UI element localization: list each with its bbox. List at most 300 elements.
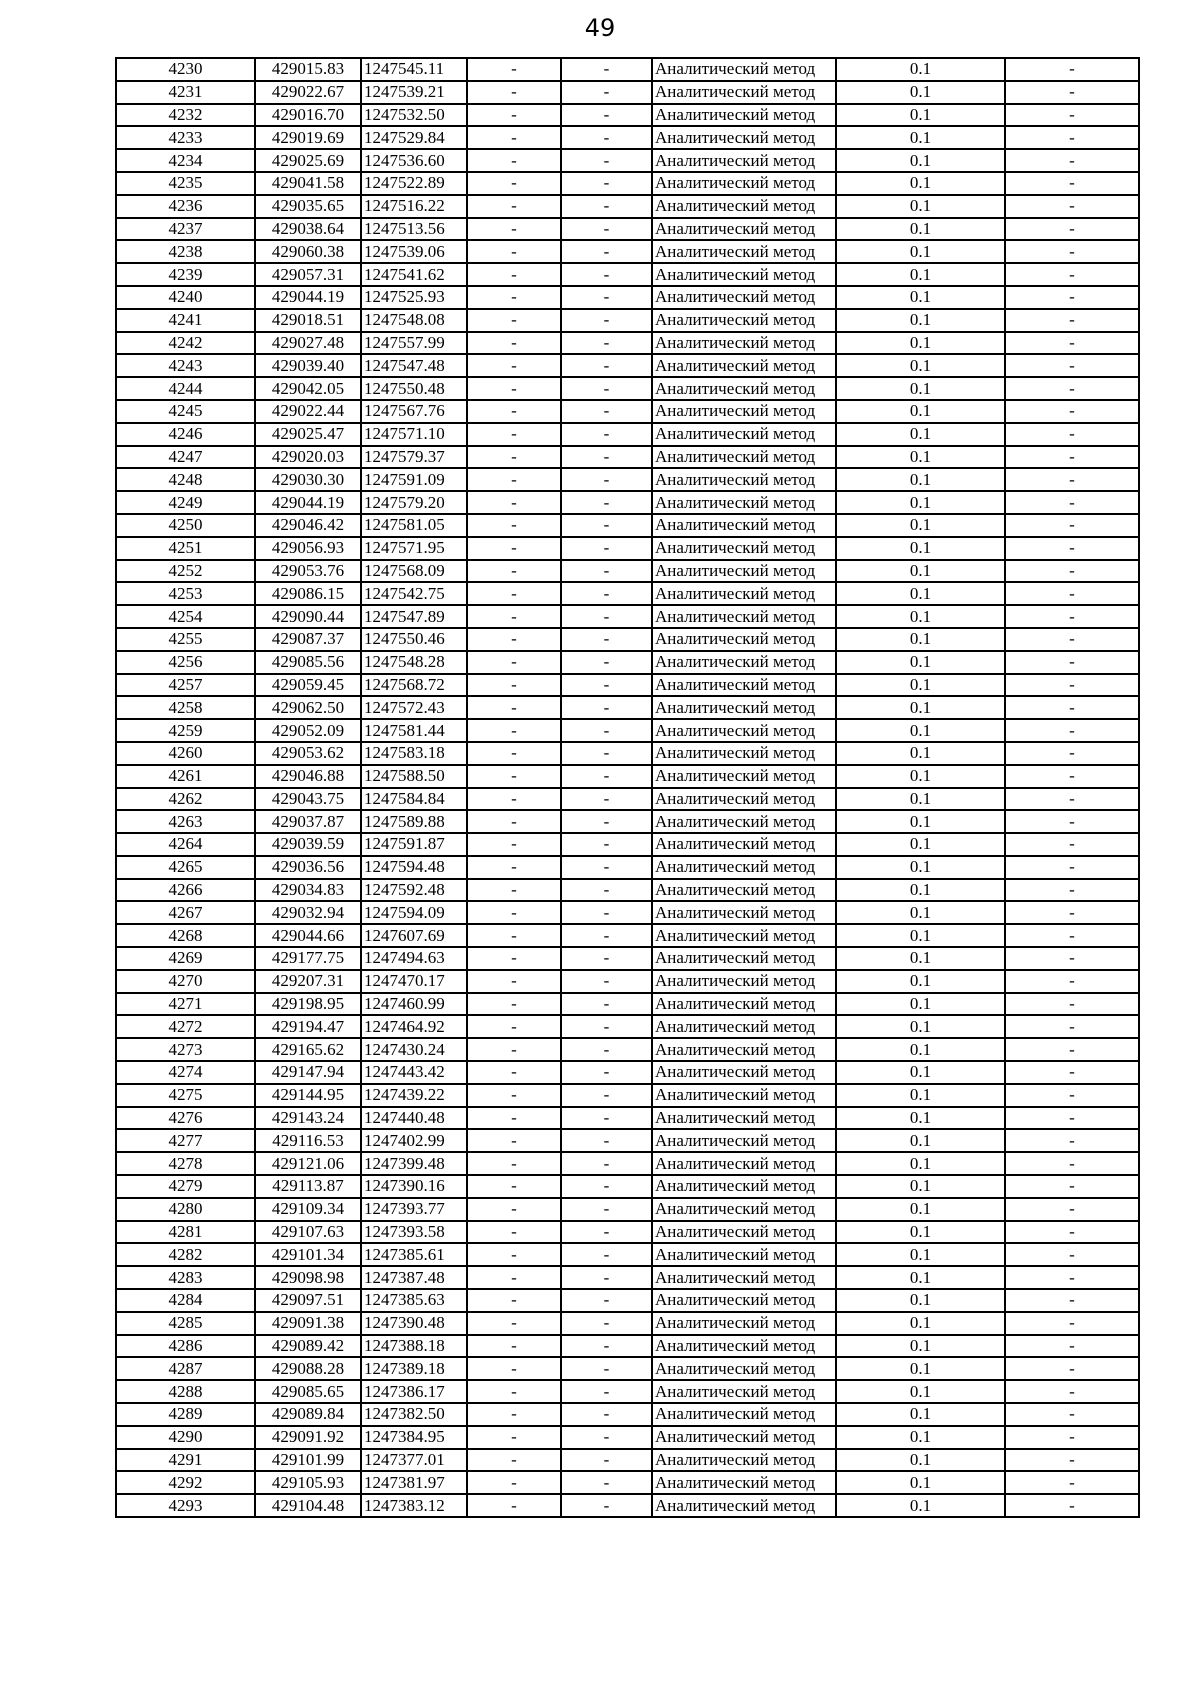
table-row: [116, 286, 1139, 309]
empty-dash-cell: -: [561, 1061, 652, 1084]
empty-dash-cell: -: [467, 354, 561, 377]
point-number-cell: 4249: [116, 491, 255, 514]
table-row: [116, 993, 1139, 1016]
y-coordinate-cell: 1247402.99: [361, 1129, 467, 1152]
method-cell: Аналитический метод: [652, 400, 836, 423]
y-coordinate-cell: 1247383.12: [361, 1494, 467, 1517]
empty-dash-cell: -: [561, 286, 652, 309]
table-row: [116, 1084, 1139, 1107]
x-coordinate-cell: 429097.51: [255, 1289, 361, 1312]
point-number-cell: 4233: [116, 126, 255, 149]
empty-dash-cell: -: [1005, 1243, 1139, 1266]
y-coordinate-cell: 1247547.89: [361, 605, 467, 628]
x-coordinate-cell: 429030.30: [255, 468, 361, 491]
precision-cell: 0.1: [836, 605, 1005, 628]
empty-dash-cell: -: [561, 901, 652, 924]
empty-dash-cell: -: [1005, 195, 1139, 218]
empty-dash-cell: -: [561, 377, 652, 400]
point-number-cell: 4279: [116, 1175, 255, 1198]
x-coordinate-cell: 429113.87: [255, 1175, 361, 1198]
empty-dash-cell: -: [561, 149, 652, 172]
empty-dash-cell: -: [1005, 172, 1139, 195]
empty-dash-cell: -: [1005, 1107, 1139, 1130]
y-coordinate-cell: 1247607.69: [361, 924, 467, 947]
empty-dash-cell: -: [561, 332, 652, 355]
point-number-cell: 4270: [116, 970, 255, 993]
y-coordinate-cell: 1247579.37: [361, 446, 467, 469]
empty-dash-cell: -: [561, 810, 652, 833]
empty-dash-cell: -: [1005, 560, 1139, 583]
method-cell: Аналитический метод: [652, 605, 836, 628]
precision-cell: 0.1: [836, 582, 1005, 605]
table-row: [116, 377, 1139, 400]
y-coordinate-cell: 1247382.50: [361, 1403, 467, 1426]
point-number-cell: 4235: [116, 172, 255, 195]
precision-cell: 0.1: [836, 856, 1005, 879]
precision-cell: 0.1: [836, 1471, 1005, 1494]
empty-dash-cell: -: [467, 1357, 561, 1380]
point-number-cell: 4253: [116, 582, 255, 605]
precision-cell: 0.1: [836, 993, 1005, 1016]
empty-dash-cell: -: [1005, 1403, 1139, 1426]
table-row: [116, 1015, 1139, 1038]
point-number-cell: 4245: [116, 400, 255, 423]
point-number-cell: 4265: [116, 856, 255, 879]
method-cell: Аналитический метод: [652, 947, 836, 970]
x-coordinate-cell: 429052.09: [255, 719, 361, 742]
empty-dash-cell: -: [1005, 1449, 1139, 1472]
table-row: [116, 1266, 1139, 1289]
method-cell: Аналитический метод: [652, 1152, 836, 1175]
empty-dash-cell: -: [467, 605, 561, 628]
empty-dash-cell: -: [561, 1243, 652, 1266]
x-coordinate-cell: 429091.92: [255, 1426, 361, 1449]
y-coordinate-cell: 1247545.11: [361, 58, 467, 81]
precision-cell: 0.1: [836, 1061, 1005, 1084]
precision-cell: 0.1: [836, 354, 1005, 377]
empty-dash-cell: -: [467, 1266, 561, 1289]
x-coordinate-cell: 429144.95: [255, 1084, 361, 1107]
precision-cell: 0.1: [836, 1198, 1005, 1221]
point-number-cell: 4282: [116, 1243, 255, 1266]
table-row: [116, 332, 1139, 355]
x-coordinate-cell: 429022.67: [255, 81, 361, 104]
empty-dash-cell: -: [467, 1243, 561, 1266]
x-coordinate-cell: 429053.76: [255, 560, 361, 583]
empty-dash-cell: -: [561, 354, 652, 377]
empty-dash-cell: -: [561, 833, 652, 856]
empty-dash-cell: -: [561, 58, 652, 81]
empty-dash-cell: -: [561, 742, 652, 765]
y-coordinate-cell: 1247388.18: [361, 1335, 467, 1358]
y-coordinate-cell: 1247389.18: [361, 1357, 467, 1380]
point-number-cell: 4258: [116, 696, 255, 719]
empty-dash-cell: -: [1005, 947, 1139, 970]
precision-cell: 0.1: [836, 1403, 1005, 1426]
empty-dash-cell: -: [561, 195, 652, 218]
table-row: [116, 651, 1139, 674]
precision-cell: 0.1: [836, 651, 1005, 674]
precision-cell: 0.1: [836, 263, 1005, 286]
x-coordinate-cell: 429085.56: [255, 651, 361, 674]
precision-cell: 0.1: [836, 674, 1005, 697]
empty-dash-cell: -: [1005, 901, 1139, 924]
method-cell: Аналитический метод: [652, 765, 836, 788]
precision-cell: 0.1: [836, 309, 1005, 332]
method-cell: Аналитический метод: [652, 332, 836, 355]
method-cell: Аналитический метод: [652, 833, 836, 856]
empty-dash-cell: -: [561, 1335, 652, 1358]
y-coordinate-cell: 1247381.97: [361, 1471, 467, 1494]
precision-cell: 0.1: [836, 104, 1005, 127]
method-cell: Аналитический метод: [652, 126, 836, 149]
empty-dash-cell: -: [561, 1357, 652, 1380]
point-number-cell: 4257: [116, 674, 255, 697]
x-coordinate-cell: 429062.50: [255, 696, 361, 719]
empty-dash-cell: -: [1005, 491, 1139, 514]
empty-dash-cell: -: [561, 788, 652, 811]
empty-dash-cell: -: [467, 1380, 561, 1403]
point-number-cell: 4256: [116, 651, 255, 674]
empty-dash-cell: -: [561, 1152, 652, 1175]
table-row: [116, 719, 1139, 742]
precision-cell: 0.1: [836, 491, 1005, 514]
precision-cell: 0.1: [836, 1357, 1005, 1380]
method-cell: Аналитический метод: [652, 1221, 836, 1244]
point-number-cell: 4267: [116, 901, 255, 924]
empty-dash-cell: -: [1005, 696, 1139, 719]
method-cell: Аналитический метод: [652, 1289, 836, 1312]
empty-dash-cell: -: [1005, 1015, 1139, 1038]
point-number-cell: 4240: [116, 286, 255, 309]
empty-dash-cell: -: [561, 856, 652, 879]
x-coordinate-cell: 429057.31: [255, 263, 361, 286]
precision-cell: 0.1: [836, 696, 1005, 719]
x-coordinate-cell: 429044.19: [255, 491, 361, 514]
empty-dash-cell: -: [467, 1084, 561, 1107]
empty-dash-cell: -: [1005, 1152, 1139, 1175]
empty-dash-cell: -: [1005, 58, 1139, 81]
empty-dash-cell: -: [467, 1198, 561, 1221]
empty-dash-cell: -: [467, 674, 561, 697]
method-cell: Аналитический метод: [652, 696, 836, 719]
method-cell: Аналитический метод: [652, 582, 836, 605]
empty-dash-cell: -: [1005, 104, 1139, 127]
table-row: [116, 1152, 1139, 1175]
x-coordinate-cell: 429041.58: [255, 172, 361, 195]
precision-cell: 0.1: [836, 765, 1005, 788]
x-coordinate-cell: 429091.38: [255, 1312, 361, 1335]
y-coordinate-cell: 1247464.92: [361, 1015, 467, 1038]
precision-cell: 0.1: [836, 377, 1005, 400]
point-number-cell: 4236: [116, 195, 255, 218]
precision-cell: 0.1: [836, 286, 1005, 309]
method-cell: Аналитический метод: [652, 674, 836, 697]
table-row: [116, 218, 1139, 241]
empty-dash-cell: -: [467, 628, 561, 651]
method-cell: Аналитический метод: [652, 993, 836, 1016]
empty-dash-cell: -: [467, 810, 561, 833]
empty-dash-cell: -: [1005, 1380, 1139, 1403]
table-row: [116, 924, 1139, 947]
empty-dash-cell: -: [1005, 1061, 1139, 1084]
y-coordinate-cell: 1247583.18: [361, 742, 467, 765]
empty-dash-cell: -: [1005, 1198, 1139, 1221]
method-cell: Аналитический метод: [652, 1494, 836, 1517]
y-coordinate-cell: 1247542.75: [361, 582, 467, 605]
method-cell: Аналитический метод: [652, 1380, 836, 1403]
point-number-cell: 4254: [116, 605, 255, 628]
precision-cell: 0.1: [836, 970, 1005, 993]
empty-dash-cell: -: [1005, 970, 1139, 993]
table-row: [116, 104, 1139, 127]
method-cell: Аналитический метод: [652, 218, 836, 241]
method-cell: Аналитический метод: [652, 1015, 836, 1038]
method-cell: Аналитический метод: [652, 491, 836, 514]
method-cell: Аналитический метод: [652, 514, 836, 537]
y-coordinate-cell: 1247513.56: [361, 218, 467, 241]
empty-dash-cell: -: [561, 1403, 652, 1426]
empty-dash-cell: -: [1005, 765, 1139, 788]
empty-dash-cell: -: [467, 582, 561, 605]
empty-dash-cell: -: [467, 514, 561, 537]
x-coordinate-cell: 429116.53: [255, 1129, 361, 1152]
table-row: [116, 696, 1139, 719]
precision-cell: 0.1: [836, 1266, 1005, 1289]
table-row: [116, 1357, 1139, 1380]
precision-cell: 0.1: [836, 400, 1005, 423]
table-row: [116, 263, 1139, 286]
method-cell: Аналитический метод: [652, 1107, 836, 1130]
point-number-cell: 4280: [116, 1198, 255, 1221]
y-coordinate-cell: 1247568.72: [361, 674, 467, 697]
y-coordinate-cell: 1247384.95: [361, 1426, 467, 1449]
empty-dash-cell: -: [1005, 1038, 1139, 1061]
method-cell: Аналитический метод: [652, 1403, 836, 1426]
y-coordinate-cell: 1247592.48: [361, 879, 467, 902]
table-row: [116, 1198, 1139, 1221]
empty-dash-cell: -: [467, 423, 561, 446]
empty-dash-cell: -: [467, 947, 561, 970]
empty-dash-cell: -: [467, 1449, 561, 1472]
x-coordinate-cell: 429090.44: [255, 605, 361, 628]
x-coordinate-cell: 429089.84: [255, 1403, 361, 1426]
method-cell: Аналитический метод: [652, 879, 836, 902]
empty-dash-cell: -: [467, 263, 561, 286]
table-row: [116, 172, 1139, 195]
x-coordinate-cell: 429019.69: [255, 126, 361, 149]
y-coordinate-cell: 1247439.22: [361, 1084, 467, 1107]
point-number-cell: 4287: [116, 1357, 255, 1380]
empty-dash-cell: -: [561, 309, 652, 332]
coordinates-table: [115, 57, 1140, 1518]
precision-cell: 0.1: [836, 423, 1005, 446]
empty-dash-cell: -: [561, 993, 652, 1016]
empty-dash-cell: -: [1005, 651, 1139, 674]
point-number-cell: 4251: [116, 537, 255, 560]
empty-dash-cell: -: [1005, 1289, 1139, 1312]
y-coordinate-cell: 1247591.87: [361, 833, 467, 856]
empty-dash-cell: -: [467, 1289, 561, 1312]
x-coordinate-cell: 429044.66: [255, 924, 361, 947]
point-number-cell: 4242: [116, 332, 255, 355]
precision-cell: 0.1: [836, 240, 1005, 263]
y-coordinate-cell: 1247443.42: [361, 1061, 467, 1084]
table-row: [116, 1175, 1139, 1198]
empty-dash-cell: -: [1005, 332, 1139, 355]
point-number-cell: 4268: [116, 924, 255, 947]
y-coordinate-cell: 1247470.17: [361, 970, 467, 993]
y-coordinate-cell: 1247591.09: [361, 468, 467, 491]
table-row: [116, 1494, 1139, 1517]
method-cell: Аналитический метод: [652, 354, 836, 377]
method-cell: Аналитический метод: [652, 195, 836, 218]
empty-dash-cell: -: [561, 765, 652, 788]
method-cell: Аналитический метод: [652, 286, 836, 309]
table-row: [116, 856, 1139, 879]
empty-dash-cell: -: [1005, 1357, 1139, 1380]
method-cell: Аналитический метод: [652, 1198, 836, 1221]
x-coordinate-cell: 429060.38: [255, 240, 361, 263]
x-coordinate-cell: 429046.88: [255, 765, 361, 788]
empty-dash-cell: -: [1005, 468, 1139, 491]
empty-dash-cell: -: [467, 1061, 561, 1084]
point-number-cell: 4239: [116, 263, 255, 286]
y-coordinate-cell: 1247550.48: [361, 377, 467, 400]
method-cell: Аналитический метод: [652, 560, 836, 583]
empty-dash-cell: -: [467, 696, 561, 719]
y-coordinate-cell: 1247390.48: [361, 1312, 467, 1335]
x-coordinate-cell: 429025.69: [255, 149, 361, 172]
y-coordinate-cell: 1247399.48: [361, 1152, 467, 1175]
empty-dash-cell: -: [561, 1426, 652, 1449]
precision-cell: 0.1: [836, 172, 1005, 195]
empty-dash-cell: -: [561, 81, 652, 104]
method-cell: Аналитический метод: [652, 719, 836, 742]
x-coordinate-cell: 429165.62: [255, 1038, 361, 1061]
empty-dash-cell: -: [561, 423, 652, 446]
table-row: [116, 1449, 1139, 1472]
method-cell: Аналитический метод: [652, 377, 836, 400]
precision-cell: 0.1: [836, 149, 1005, 172]
empty-dash-cell: -: [561, 719, 652, 742]
empty-dash-cell: -: [1005, 1129, 1139, 1152]
table-row: [116, 1471, 1139, 1494]
precision-cell: 0.1: [836, 947, 1005, 970]
empty-dash-cell: -: [561, 1175, 652, 1198]
y-coordinate-cell: 1247522.89: [361, 172, 467, 195]
point-number-cell: 4284: [116, 1289, 255, 1312]
y-coordinate-cell: 1247572.43: [361, 696, 467, 719]
empty-dash-cell: -: [1005, 1426, 1139, 1449]
x-coordinate-cell: 429105.93: [255, 1471, 361, 1494]
empty-dash-cell: -: [1005, 582, 1139, 605]
method-cell: Аналитический метод: [652, 970, 836, 993]
empty-dash-cell: -: [467, 1129, 561, 1152]
precision-cell: 0.1: [836, 1426, 1005, 1449]
method-cell: Аналитический метод: [652, 1426, 836, 1449]
y-coordinate-cell: 1247525.93: [361, 286, 467, 309]
table-row: [116, 309, 1139, 332]
table-row: [116, 126, 1139, 149]
empty-dash-cell: -: [561, 651, 652, 674]
precision-cell: 0.1: [836, 628, 1005, 651]
empty-dash-cell: -: [1005, 354, 1139, 377]
table-row: [116, 149, 1139, 172]
x-coordinate-cell: 429104.48: [255, 1494, 361, 1517]
empty-dash-cell: -: [1005, 833, 1139, 856]
empty-dash-cell: -: [467, 58, 561, 81]
x-coordinate-cell: 429038.64: [255, 218, 361, 241]
empty-dash-cell: -: [561, 514, 652, 537]
empty-dash-cell: -: [561, 172, 652, 195]
method-cell: Аналитический метод: [652, 149, 836, 172]
precision-cell: 0.1: [836, 788, 1005, 811]
precision-cell: 0.1: [836, 1015, 1005, 1038]
empty-dash-cell: -: [561, 605, 652, 628]
table-row: [116, 674, 1139, 697]
precision-cell: 0.1: [836, 1449, 1005, 1472]
table-row: [116, 879, 1139, 902]
point-number-cell: 4264: [116, 833, 255, 856]
method-cell: Аналитический метод: [652, 651, 836, 674]
empty-dash-cell: -: [1005, 993, 1139, 1016]
empty-dash-cell: -: [467, 924, 561, 947]
empty-dash-cell: -: [467, 446, 561, 469]
empty-dash-cell: -: [467, 1403, 561, 1426]
empty-dash-cell: -: [561, 400, 652, 423]
empty-dash-cell: -: [561, 446, 652, 469]
x-coordinate-cell: 429043.75: [255, 788, 361, 811]
table-row: [116, 605, 1139, 628]
empty-dash-cell: -: [561, 263, 652, 286]
precision-cell: 0.1: [836, 1129, 1005, 1152]
empty-dash-cell: -: [1005, 719, 1139, 742]
empty-dash-cell: -: [1005, 81, 1139, 104]
empty-dash-cell: -: [561, 879, 652, 902]
precision-cell: 0.1: [836, 1243, 1005, 1266]
table-row: [116, 1243, 1139, 1266]
empty-dash-cell: -: [561, 1084, 652, 1107]
y-coordinate-cell: 1247568.09: [361, 560, 467, 583]
table-row: [116, 240, 1139, 263]
method-cell: Аналитический метод: [652, 788, 836, 811]
point-number-cell: 4241: [116, 309, 255, 332]
x-coordinate-cell: 429147.94: [255, 1061, 361, 1084]
method-cell: Аналитический метод: [652, 309, 836, 332]
y-coordinate-cell: 1247547.48: [361, 354, 467, 377]
x-coordinate-cell: 429036.56: [255, 856, 361, 879]
empty-dash-cell: -: [467, 468, 561, 491]
y-coordinate-cell: 1247548.28: [361, 651, 467, 674]
point-number-cell: 4261: [116, 765, 255, 788]
point-number-cell: 4237: [116, 218, 255, 241]
empty-dash-cell: -: [1005, 126, 1139, 149]
method-cell: Аналитический метод: [652, 628, 836, 651]
empty-dash-cell: -: [1005, 1471, 1139, 1494]
empty-dash-cell: -: [561, 628, 652, 651]
y-coordinate-cell: 1247440.48: [361, 1107, 467, 1130]
x-coordinate-cell: 429085.65: [255, 1380, 361, 1403]
empty-dash-cell: -: [561, 468, 652, 491]
x-coordinate-cell: 429143.24: [255, 1107, 361, 1130]
empty-dash-cell: -: [467, 1152, 561, 1175]
empty-dash-cell: -: [467, 1038, 561, 1061]
empty-dash-cell: -: [1005, 1312, 1139, 1335]
empty-dash-cell: -: [467, 1175, 561, 1198]
x-coordinate-cell: 429044.19: [255, 286, 361, 309]
table-row: [116, 468, 1139, 491]
